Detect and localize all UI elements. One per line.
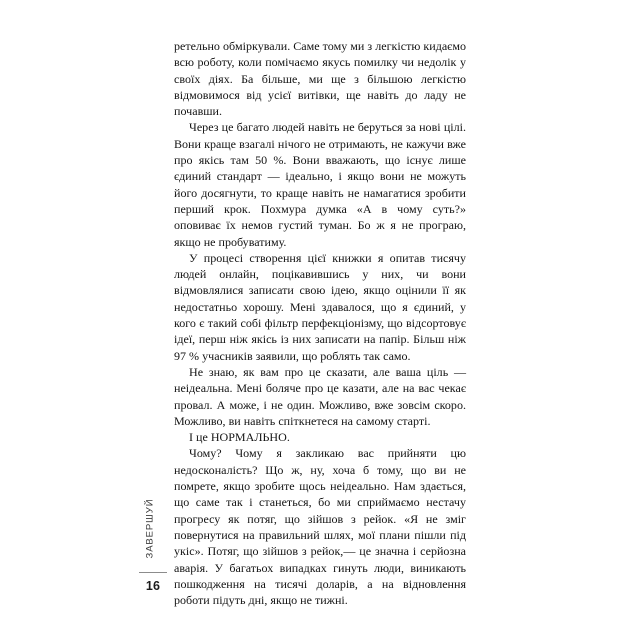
paragraph: Через це багато людей навіть не беруться за нові цілі. Вони краще взагалі нічого не отримають, не кажучи вже про якісь там 50 %. Вони вважають, що існує лише єдиний стандарт — ідеально, і якщо вони не можуть його досягнути, то краще навіть не намагатися зробити перший крок. Похмура думка «А в чому суть?» оповиває їх немов густий туман. Бо ж я не програю, якщо не пробуватиму.	[174, 120, 466, 249]
chapter-side-marker-label: ЗАВЕРШУЙ	[144, 498, 156, 559]
paragraph: ретельно обміркували. Саме тому ми з легкістю кидаємо всю роботу, коли помічаємо якусь помилку чи недолік у своїх діях. Ба більше, ми ще з більшою легкістю відмовимося від усієї витівки, ще навіть до ладу не почавши.	[174, 39, 466, 119]
paragraph: І це НОРМАЛЬНО.	[189, 430, 290, 445]
folio-divider-rule	[139, 572, 167, 573]
body-text-column	[174, 38, 466, 608]
paragraph: Не знаю, як вам про це сказати, але ваша ціль — неідеальна. Мені боляче про це казати, але на вас чекає провал. А може, і не один. Можливо, вже зовсім скоро. Можливо, ви навіть спіткнетеся на самому старті.	[174, 364, 466, 428]
paragraph: Чому? Чому я закликаю вас прийняти цю недосконалість? Що ж, ну, хоча б тому, що ви не помрете, якщо зробите щось неідеально. Нам здається, що саме так і станеться, бо ми сприймаємо нестачу прогресу як потяг, що зійшов з рейок. «Я не зміг повернутися на правильний шлях, мої плани пішли під укіс». Потяг, що зійшов з рейок,— це значна і серйозна аварія. У багатьох випадках гинуть люди, виникають пошкодження на тисячі доларів, а на відновлення роботи підуть дні, якщо не тижні.	[174, 446, 466, 608]
chapter-side-marker	[133, 495, 167, 575]
page-number: 16	[145, 579, 161, 593]
paragraph: У процесі створення цієї книжки я опитав тисячу людей онлайн, поцікавившись у них, чи вони відмовлялися записати свою ідею, якщо оцінили її як недостатньо хорошу. Мені здавалося, що я єдиний, у кого є такий собі фільтр перфекціонізму, що відсортовує ідеї, перш ніж якісь із них записати на папір. Більш ніж 97 % учасників заявили, що роблять так само.	[174, 250, 466, 363]
